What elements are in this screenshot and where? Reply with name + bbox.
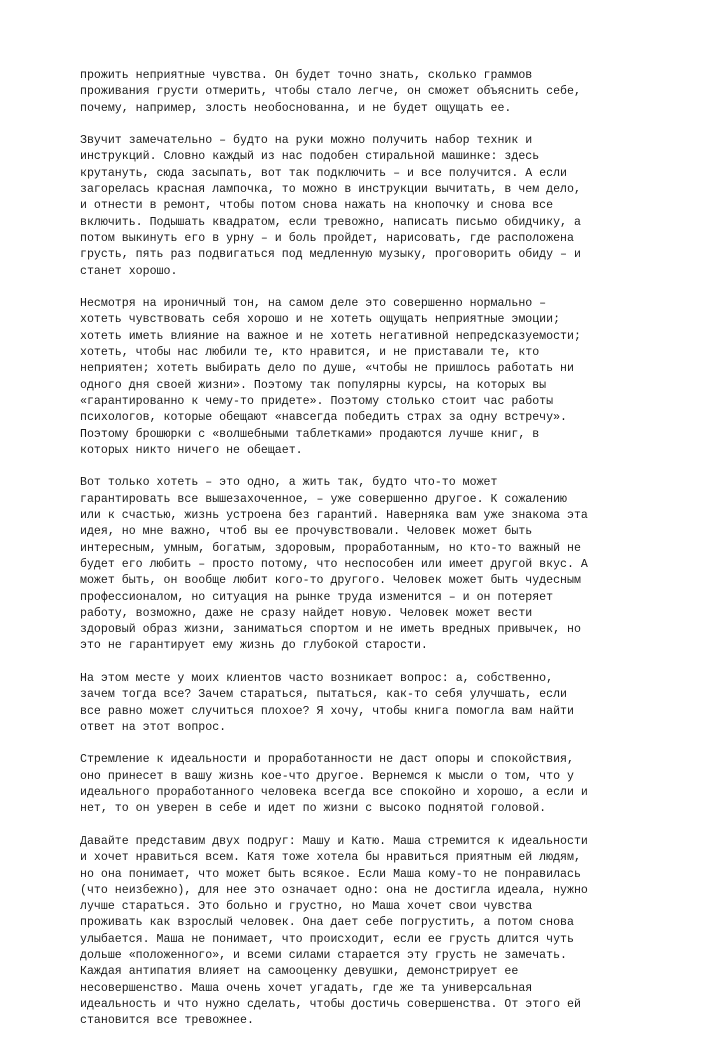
paragraph: На этом месте у моих клиентов часто возникает вопрос: а, собственно, зачем тогда все? Зачем стараться, пытаться, как-то себя улучшать, если все равно может случиться плохое? Я хочу, чтобы книга помогла вам найти ответ на этот вопрос. (80, 671, 574, 734)
body-text (80, 68, 640, 1046)
paragraph: Стремление к идеальности и проработанности не даст опоры и спокойствия, оно принесет в вашу жизнь кое-что другое. Вернемся к мысли о том, что у идеального проработанного человека всегда все спокойно и хорошо, а если и нет, то он уверен в себе и идет по жизни с высоко поднятой головой. (80, 753, 588, 816)
paragraph: Несмотря на ироничный тон, на самом деле это совершенно нормально – хотеть чувствовать себя хорошо и не хотеть ощущать неприятные эмоции; хотеть иметь влияние на важное и не хотеть негативной непредсказуемости; хотеть, чтобы нас любили те, кто нравится, и не приставали те, кто неприятен; хотеть выбирать дело по душе, «чтобы не пришлось работать ни одного дня своей жизни». Поэтому так популярны курсы, на которых вы «гарантированно к чему-то придете». Поэтому столько стоит час работы психологов, которые обещают «навсегда победить страх за одну встречу». Поэтому брошюрки с «волшебными таблетками» продаются лучше книг, в которых никто ничего не обещает. (80, 297, 581, 457)
paragraph: прожить неприятные чувства. Он будет точно знать, сколько граммов проживания грусти отмерить, чтобы стало легче, он сможет объяснить себе, почему, например, злость необоснованна, и не будет ощущать ее. (80, 69, 581, 115)
paragraph: Звучит замечательно – будто на руки можно получить набор техник и инструкций. Словно каждый из нас подобен стиральной машинке: здесь крутануть, сюда засыпать, вот так подключить – и все получится. А если загорелась красная лампочка, то можно в инструкции вычитать, в чем дело, и отнести в ремонт, чтобы потом снова нажать на кнопочку и снова все включить. Подышать квадратом, если тревожно, написать письмо обидчику, а потом выкинуть его в урну – и боль пройдет, нарисовать, где расположена грусть, пять раз подвигаться под медленную музыку, проговорить обиду – и станет хорошо. (80, 134, 581, 278)
paragraph: Вот только хотеть – это одно, а жить так, будто что-то может гарантировать все вышезахоченное, – уже совершенно другое. К сожалению или к счастью, жизнь устроена без гарантий. Наверняка вам уже знакома эта идея, но мне важно, чтоб вы ее прочувствовали. Человек может быть интересным, умным, богатым, здоровым, проработанным, но кто-то важный не будет его любить – просто потому, что неспособен или имеет другой вкус. А может быть, он вообще любит кого-то другого. Человек может быть чудесным профессионалом, но ситуация на рынке труда изменится – и он потеряет работу, возможно, даже не сразу найдет новую. Человек может вести здоровый образ жизни, заниматься спортом и не иметь вредных привычек, но это не гарантирует ему жизнь до глубокой старости. (80, 476, 588, 653)
paragraph: Давайте представим двух подруг: Машу и Катю. Маша стремится к идеальности и хочет нравиться всем. Катя тоже хотела бы нравиться приятным ей людям, но она понимает, что может быть всякое. Если Маша кому-то не понравилась (что неизбежно), для нее это означает одно: она не достигла идеала, нужно лучше стараться. Это больно и грустно, но Маша хочет свои чувства проживать как взрослый человек. Она дает себе погрустить, а потом снова улыбается. Маша не понимает, что происходит, если ее грусть длится чуть дольше «положенного», и всеми силами старается эту грусть не замечать. Каждая антипатия влияет на самооценку девушки, демонстрирует ее несовершенство. Маша очень хочет угадать, где же та универсальная идеальность и что нужно сделать, чтобы достичь совершенства. От этого ей становится все тревожнее. (80, 834, 588, 1028)
